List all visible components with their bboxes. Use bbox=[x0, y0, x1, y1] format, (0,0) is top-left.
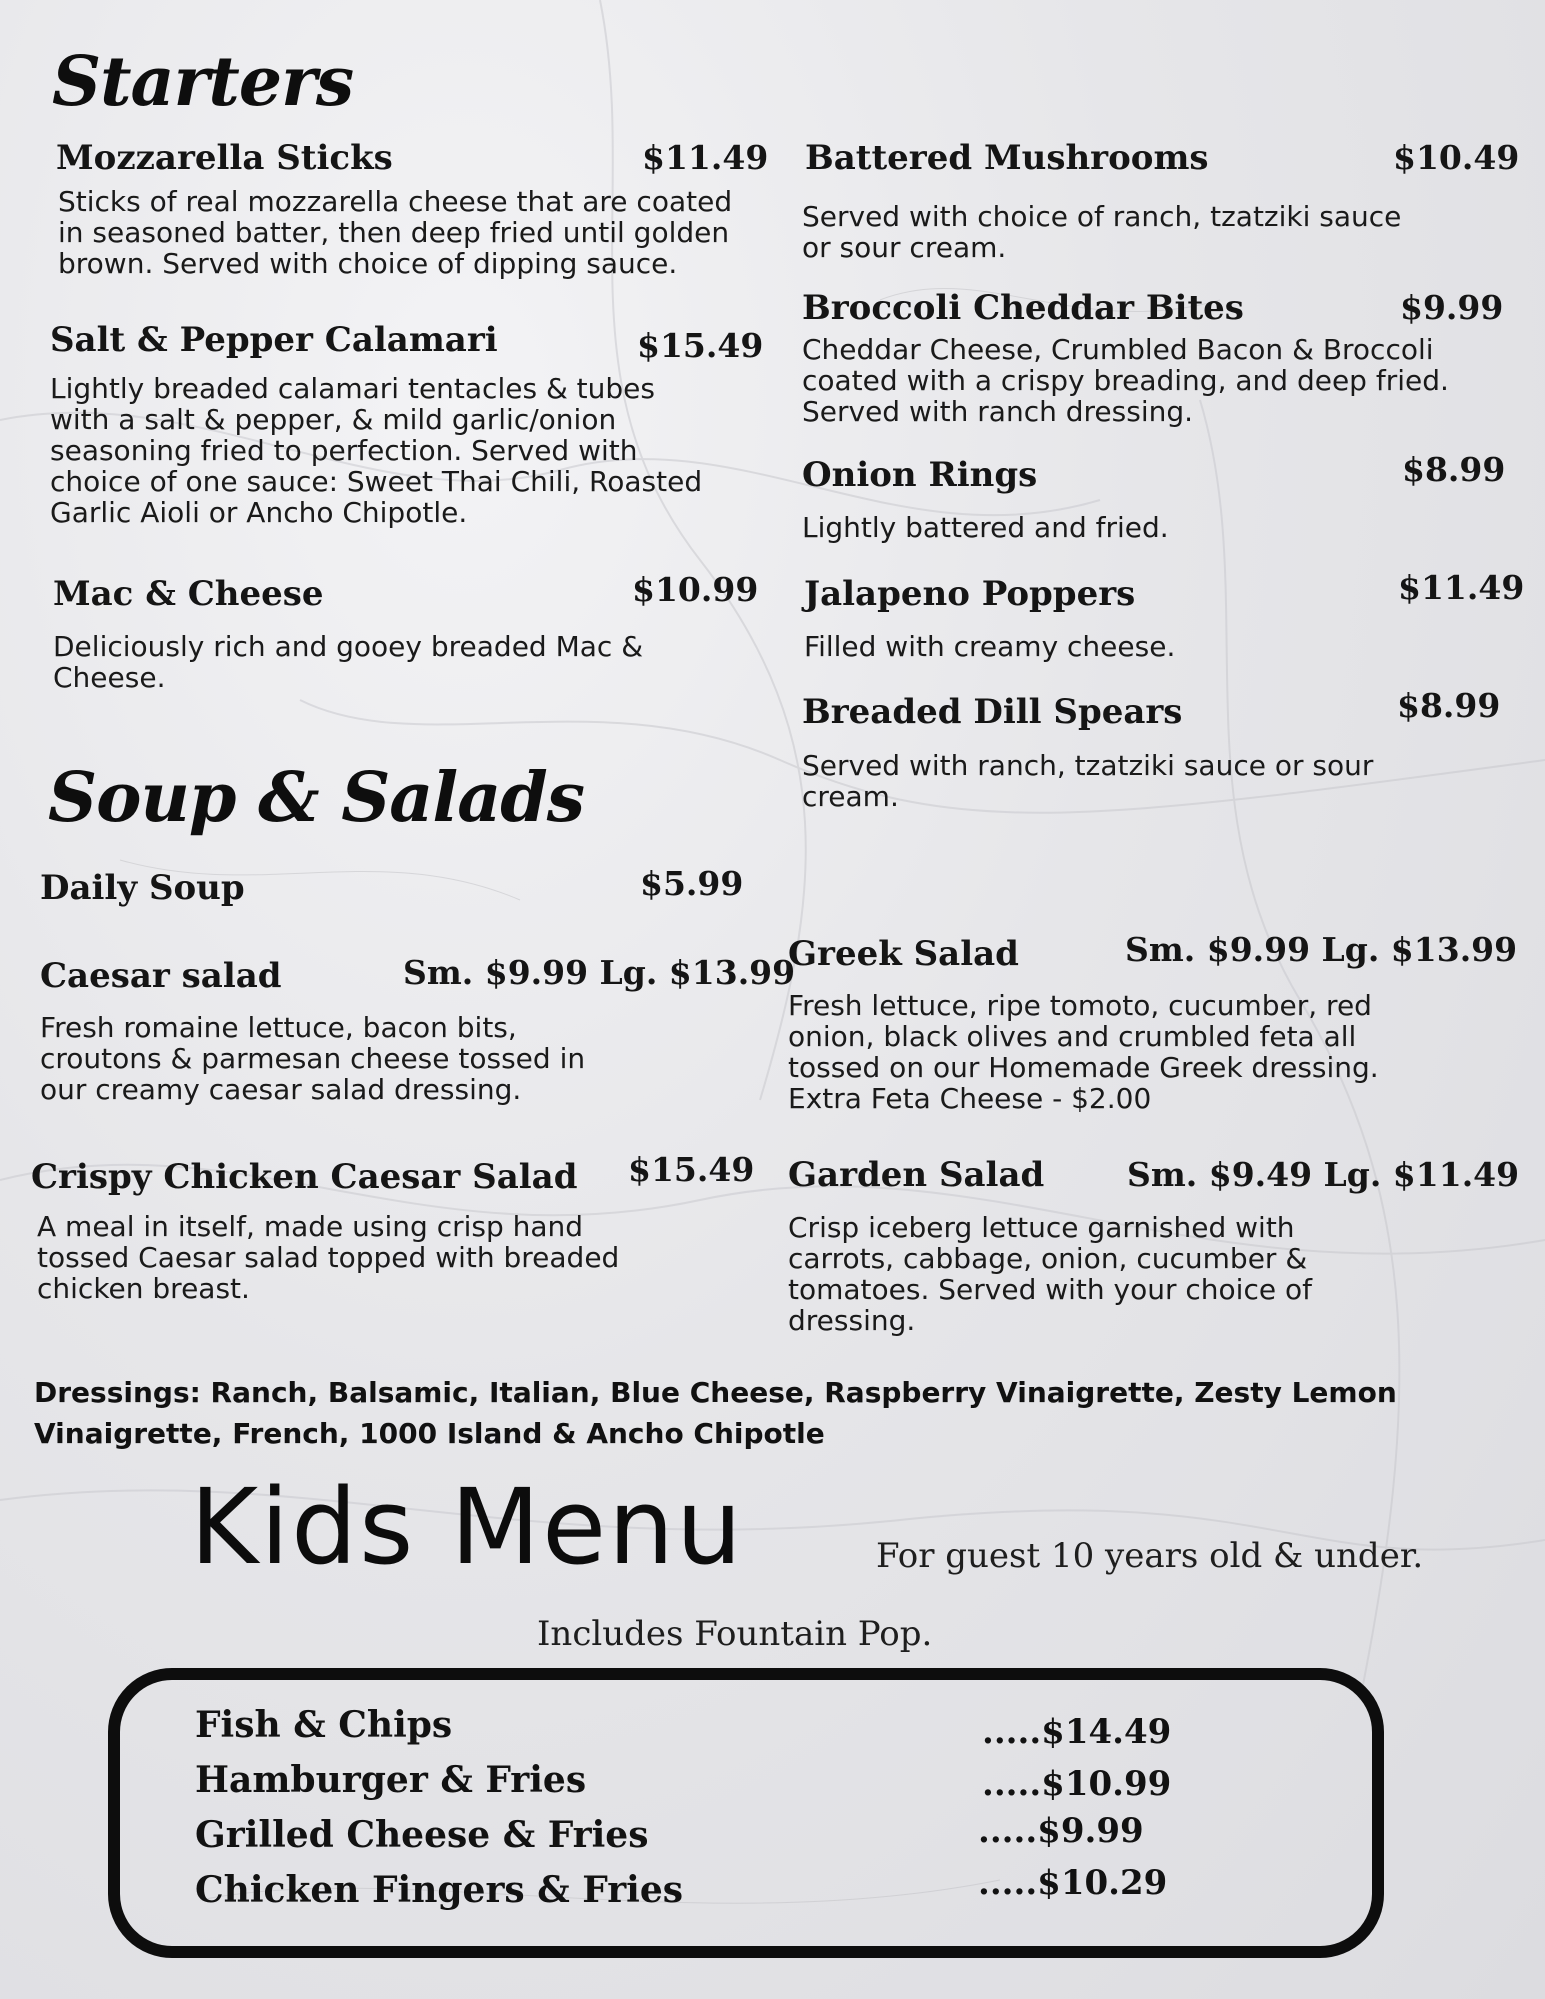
item-description: Served with ranch, tzatziki sauce or sour cream. bbox=[802, 749, 1374, 813]
item-name: Greek Salad bbox=[788, 934, 1019, 974]
dressings-line: Vinaigrette, French, 1000 Island & Ancho Chipotle bbox=[34, 1417, 825, 1450]
item-description: Served with choice of ranch, tzatziki sauce or sour cream. bbox=[802, 200, 1402, 264]
item-name: Mac & Cheese bbox=[53, 574, 324, 614]
item-description: Crisp iceberg lettuce garnished with carrots, cabbage, onion, cucumber & tomatoes. Served with your choice of dressing. bbox=[788, 1211, 1312, 1337]
item-price: $9.99 bbox=[1400, 288, 1504, 327]
item-price: $10.99 bbox=[632, 570, 759, 609]
kids-menu-heading: Kids Menu bbox=[190, 1466, 744, 1588]
item-name: Daily Soup bbox=[40, 868, 245, 908]
kids-item-price: .....$9.99 bbox=[978, 1811, 1144, 1851]
kids-item-name: Chicken Fingers & Fries bbox=[195, 1869, 684, 1911]
kids-item-price: .....$10.29 bbox=[978, 1863, 1168, 1903]
item-description: Fresh romaine lettuce, bacon bits, croutons & parmesan cheese tossed in our creamy caesar salad dressing. bbox=[40, 1011, 586, 1106]
soups-heading: Soup & Salads bbox=[48, 758, 585, 838]
item-description: Filled with creamy cheese. bbox=[804, 630, 1176, 663]
item-price: $15.49 bbox=[637, 326, 764, 365]
kids-item-price: .....$10.99 bbox=[982, 1764, 1172, 1804]
kids-item-price: .....$14.49 bbox=[982, 1712, 1172, 1752]
item-description: A meal in itself, made using crisp hand tossed Caesar salad topped with breaded chicken breast. bbox=[37, 1210, 620, 1305]
item-name: Battered Mushrooms bbox=[805, 138, 1209, 178]
item-name: Salt & Pepper Calamari bbox=[50, 320, 498, 360]
item-price: $8.99 bbox=[1397, 686, 1501, 725]
kids-item-name: Hamburger & Fries bbox=[195, 1759, 587, 1801]
item-price: $11.49 bbox=[1398, 568, 1525, 607]
kids-item-name: Fish & Chips bbox=[195, 1704, 453, 1746]
kids-age-note: For guest 10 years old & under. bbox=[876, 1536, 1424, 1576]
item-name: Broccoli Cheddar Bites bbox=[802, 288, 1244, 328]
item-name: Garden Salad bbox=[788, 1155, 1045, 1195]
item-price: $5.99 bbox=[640, 864, 744, 903]
item-name: Onion Rings bbox=[802, 455, 1038, 495]
item-price: $10.49 bbox=[1393, 138, 1520, 177]
item-price: Sm. $9.99 Lg. $13.99 bbox=[1125, 930, 1518, 969]
item-name: Jalapeno Poppers bbox=[804, 574, 1136, 614]
item-name: Crispy Chicken Caesar Salad bbox=[31, 1157, 578, 1197]
item-description: Lightly battered and fried. bbox=[802, 511, 1169, 544]
kids-includes-note: Includes Fountain Pop. bbox=[537, 1614, 933, 1654]
item-description: Fresh lettuce, ripe tomoto, cucumber, red onion, black olives and crumbled feta all tossed on our Homemade Greek dressing. Extra Feta Cheese - $2.00 bbox=[788, 989, 1379, 1115]
item-name: Mozzarella Sticks bbox=[56, 138, 393, 178]
item-price: Sm. $9.99 Lg. $13.99 bbox=[403, 953, 796, 992]
item-name: Breaded Dill Spears bbox=[802, 692, 1183, 732]
dressings-list bbox=[34, 1372, 1494, 1454]
item-description: Cheddar Cheese, Crumbled Bacon & Broccoli coated with a crispy breading, and deep fried. Served with ranch dressing. bbox=[802, 333, 1449, 428]
item-price: $8.99 bbox=[1402, 450, 1506, 489]
item-name: Caesar salad bbox=[40, 956, 282, 996]
item-description: Lightly breaded calamari tentacles & tubes with a salt & pepper, & mild garlic/onion seasoning fried to perfection. Served with choice of one sauce: Sweet Thai Chili, Roasted Garlic Aioli or Ancho Chipotle. bbox=[50, 372, 703, 529]
item-price: Sm. $9.49 Lg. $11.49 bbox=[1127, 1155, 1520, 1194]
starters-heading: Starters bbox=[52, 42, 354, 122]
dressings-line: Dressings: Ranch, Balsamic, Italian, Blue Cheese, Raspberry Vinaigrette, Zesty Lemon bbox=[34, 1376, 1397, 1409]
item-price: $11.49 bbox=[642, 138, 769, 177]
item-description: Deliciously rich and gooey breaded Mac & Cheese. bbox=[53, 630, 644, 694]
kids-item-name: Grilled Cheese & Fries bbox=[195, 1814, 649, 1856]
item-description: Sticks of real mozzarella cheese that are coated in seasoned batter, then deep fried until golden brown. Served with choice of dipping sauce. bbox=[58, 185, 733, 280]
item-price: $15.49 bbox=[628, 1150, 755, 1189]
